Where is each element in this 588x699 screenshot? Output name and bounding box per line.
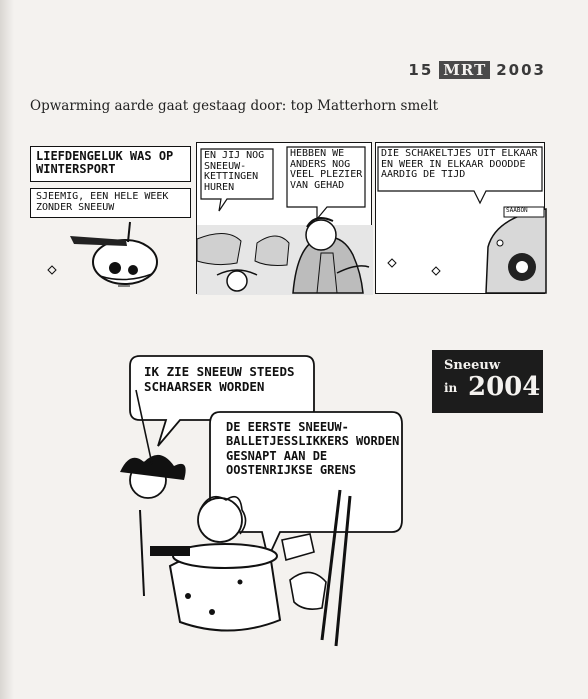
headline: Opwarming aarde gaat gestaag door: top Matterhorn smelt (30, 98, 439, 114)
strip-panel-1 (30, 142, 195, 294)
caption-box (30, 146, 191, 182)
label-in: in (444, 381, 458, 395)
panel1-caption: LIEFDENGELUK WAS OP WINTERSPORT (36, 149, 174, 176)
subcaption-box (30, 188, 191, 218)
strip-panel-3 (375, 142, 545, 294)
comic-strip (30, 142, 545, 294)
editorial-bubble-main: DE EERSTE SNEEUW-BALLETJESSLIKKERS WORDEN GESNAPT AAN DE OOSTENRIJKSE GRENS (226, 420, 400, 478)
panel2-bubble-left: EN JIJ NOG SNEEUW-KETTINGEN HUREN (204, 150, 265, 193)
panel2-bubble-right: HEBBEN WE ANDERS NOG VEEL PLEZIER VAN GEHAD (290, 148, 363, 191)
label-word: Sneeuw (444, 358, 501, 373)
panel1-subcaption: SJEEMIG, EEN HELE WEEK ZONDER SNEEUW (36, 191, 169, 213)
date-year: 2003 (496, 61, 546, 79)
page-date (408, 61, 546, 79)
panel3-car-label: SAABON (506, 207, 528, 214)
date-day: 15 (408, 61, 434, 79)
panel3-bubble: DIE SCHAKELTJES UIT ELKAAR EN WEER IN ELKAAR DOODDE AARDIG DE TIJD (381, 148, 538, 180)
page-gutter (0, 0, 14, 699)
car-window-drawing (30, 222, 195, 292)
label-year: 2004 (468, 372, 541, 402)
section-label (432, 350, 543, 413)
strip-panel-2 (196, 142, 372, 294)
editorial-cartoon (100, 350, 400, 670)
date-month: MRT (439, 61, 490, 79)
editorial-bubble-top: IK ZIE SNEEUW STEEDS SCHAARSER WORDEN (144, 364, 295, 394)
